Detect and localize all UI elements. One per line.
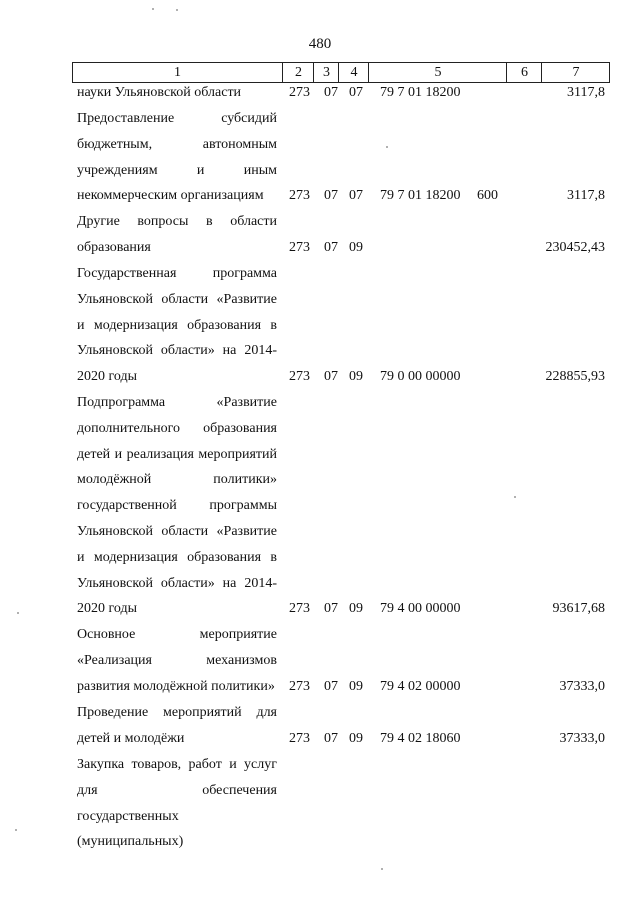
- row-col-3: 07: [324, 731, 338, 746]
- row-description: науки Ульяновской области: [77, 85, 242, 100]
- row-col-2: 273: [289, 85, 310, 100]
- page-number: 480: [308, 36, 332, 52]
- row-col-2: 273: [289, 188, 310, 203]
- row-description: Основное мероприятие «Реализация механизмов развития молодёжной политики»: [77, 627, 277, 694]
- row-col-7: 228855,93: [545, 369, 605, 384]
- row-description: Предоставление субсидий бюджетным, автономным учреждениям и иным некоммерческим организациям: [77, 111, 277, 204]
- row-col-7: 230452,43: [545, 240, 605, 255]
- scan-speck: [17, 612, 19, 614]
- scan-speck: [381, 868, 383, 870]
- row-col-3: 07: [324, 188, 338, 203]
- scan-speck: [152, 8, 154, 10]
- scan-speck: [514, 496, 516, 498]
- row-col-5: 79 7 01 18200: [380, 85, 461, 100]
- row-col-4: 07: [349, 188, 363, 203]
- row-col-4: 07: [349, 85, 363, 100]
- row-col-2: 273: [289, 601, 310, 616]
- row-col-5: 79 4 02 00000: [380, 679, 461, 694]
- header-col-6: 6: [506, 63, 542, 82]
- row-description: Государственная программа Ульяновской области «Развитие и модернизация образования в Ульяновской области» на 2014-2020 годы: [77, 266, 277, 385]
- row-col-5: 79 4 00 00000: [380, 601, 461, 616]
- row-col-6: 600: [477, 188, 498, 203]
- row-description: Подпрограмма «Развитие дополнительного образования детей и реализация мероприятий молодёжной политики» государственной программы Ульяновской области «Развитие и модернизация образования в Ульяновской области» на 2014-2020 годы: [77, 395, 277, 617]
- row-col-3: 07: [324, 369, 338, 384]
- row-col-7: 37333,0: [559, 679, 605, 694]
- scan-speck: [15, 829, 17, 831]
- row-col-3: 07: [324, 85, 338, 100]
- scan-speck: [386, 146, 388, 148]
- row-description: Закупка товаров, работ и услуг для обеспечения государственных (муниципальных): [77, 757, 277, 850]
- row-col-7: 3117,8: [567, 85, 605, 100]
- row-description: Другие вопросы в области образования: [77, 214, 277, 255]
- row-col-3: 07: [324, 240, 338, 255]
- header-col-7: 7: [541, 63, 610, 82]
- scan-speck: [176, 9, 178, 11]
- row-col-7: 93617,68: [552, 601, 605, 616]
- row-col-5: 79 4 02 18060: [380, 731, 461, 746]
- header-col-3: 3: [313, 63, 339, 82]
- row-col-2: 273: [289, 731, 310, 746]
- row-col-4: 09: [349, 679, 363, 694]
- header-col-1: 1: [174, 65, 181, 80]
- row-col-4: 09: [349, 240, 363, 255]
- row-col-4: 09: [349, 731, 363, 746]
- row-description: Проведение мероприятий для детей и молодёжи: [77, 705, 277, 746]
- row-col-2: 273: [289, 369, 310, 384]
- row-col-5: 79 0 00 00000: [380, 369, 461, 384]
- row-col-4: 09: [349, 601, 363, 616]
- header-col-4: 4: [338, 63, 369, 82]
- row-col-3: 07: [324, 679, 338, 694]
- row-col-2: 273: [289, 679, 310, 694]
- row-col-7: 3117,8: [567, 188, 605, 203]
- row-col-4: 09: [349, 369, 363, 384]
- row-col-5: 79 7 01 18200: [380, 188, 461, 203]
- row-col-7: 37333,0: [559, 731, 605, 746]
- header-col-5: 5: [368, 63, 507, 82]
- row-col-2: 273: [289, 240, 310, 255]
- header-col-2: 2: [282, 63, 314, 82]
- row-col-3: 07: [324, 601, 338, 616]
